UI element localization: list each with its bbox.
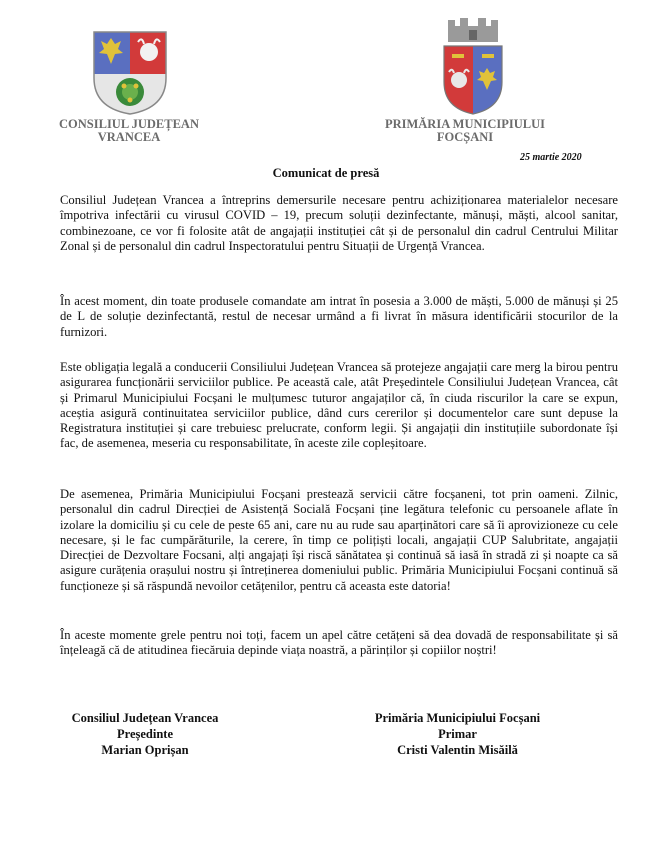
signature-right-name: Cristi Valentin Misăilă — [397, 743, 518, 757]
focsani-coat-of-arms — [440, 16, 506, 116]
vrancea-coat-of-arms — [92, 30, 168, 116]
paragraph-2: În acest moment, din toate produsele comandate am intrat în posesia a 3.000 de măști, 5.000 de mănuși și 25 de L de soluție dezinfectantă, restul de necesar urmând a fi livrat în măsura identificării stocurilor de la furnizori. — [60, 294, 618, 339]
org-name-right-line1: PRIMĂRIA MUNICIPIULUI — [384, 117, 546, 131]
org-name-left-line2: VRANCEA — [97, 130, 161, 144]
org-name-left — [44, 118, 214, 144]
paragraph-4: De asemenea, Primăria Municipiului Focșani prestează servicii către focșaneni, tot prin oameni. Zilnic, personalul din cadrul Direcției de Asistență Socială Focșani ține legătura telefonic cu persoanele aflate în izolare la domiciliu și cu cele de peste 65 ani, care nu au rude sau aparținători care să îi aprovizioneze cu cele necesare, și le fac cumpărăturile, la cerere, în timp ce polițiști locali, angajații CUP Salubritate, angajații Direcției de Dezvoltare Focsani, alți angajați își riscă sănătatea și continuă să iasă în stradă zi și noapte ca să asigure curățenia orașului nostru și întreținerea domeniului public. Primăria Municipiului Focșani continuă să funcționeze și să răspundă nevoilor cetățenilor, pentru că aceasta este datoria! — [60, 487, 618, 593]
signature-left-role: Președinte — [116, 727, 173, 741]
signature-right — [350, 710, 565, 758]
document-title: Comunicat de presă — [272, 166, 380, 180]
org-name-right — [370, 118, 560, 144]
paragraph-5: În aceste momente grele pentru noi toți, facem un apel către cetățeni să dea dovadă de responsabilitate și să înțeleagă că de atitudinea fiecăruia depinde viața noastră, a părinților și copiilor noștri! — [60, 628, 618, 658]
signature-left-institution: Consiliul Județean Vrancea — [71, 711, 219, 725]
document-date: 25 martie 2020 — [520, 152, 582, 163]
signature-right-role: Primar — [438, 727, 477, 741]
signature-left-name: Marian Oprișan — [101, 743, 189, 757]
paragraph-3: Este obligația legală a conducerii Consiliului Județean Vrancea să protejeze angajații care merg la birou pentru asigurarea funcționării serviciilor publice. Pe această cale, atât Președintele Consiliului Județean Vrancea, cât și Primarul Municipiului Focșani le mulțumesc tuturor angajaților că, în ciuda riscurilor la care se expun, aceștia asigură continuitatea serviciilor publice, dând curs cererilor și documentelor care sunt depuse la Registratura instituției și care trebuiesc prelucrate, conform legii. Și angajații din instituțiile subordonate își fac, de asemenea, meseria cu responsabilitate, în aceste zile copleșitoare. — [60, 360, 618, 451]
signature-left — [45, 710, 245, 758]
paragraph-1: Consiliul Județean Vrancea a întreprins demersurile necesare pentru achiziționarea materialelor necesare împotriva infectării cu virusul COVID – 19, precum soluții dezinfectante, mănuși, măști, alcool sanitar, combinezoane, ce vor fi folosite atât de angajații instituției cât și de personalul din cadrul Centrului Militar Zonal și de personalul din cadrul Inspectoratului pentru Situații de Urgență Vrancea. — [60, 193, 618, 253]
org-name-right-line2: FOCȘANI — [436, 130, 494, 144]
org-name-left-line1: CONSILIUL JUDEȚEAN — [59, 117, 199, 131]
signature-right-institution: Primăria Municipiului Focșani — [374, 711, 541, 725]
